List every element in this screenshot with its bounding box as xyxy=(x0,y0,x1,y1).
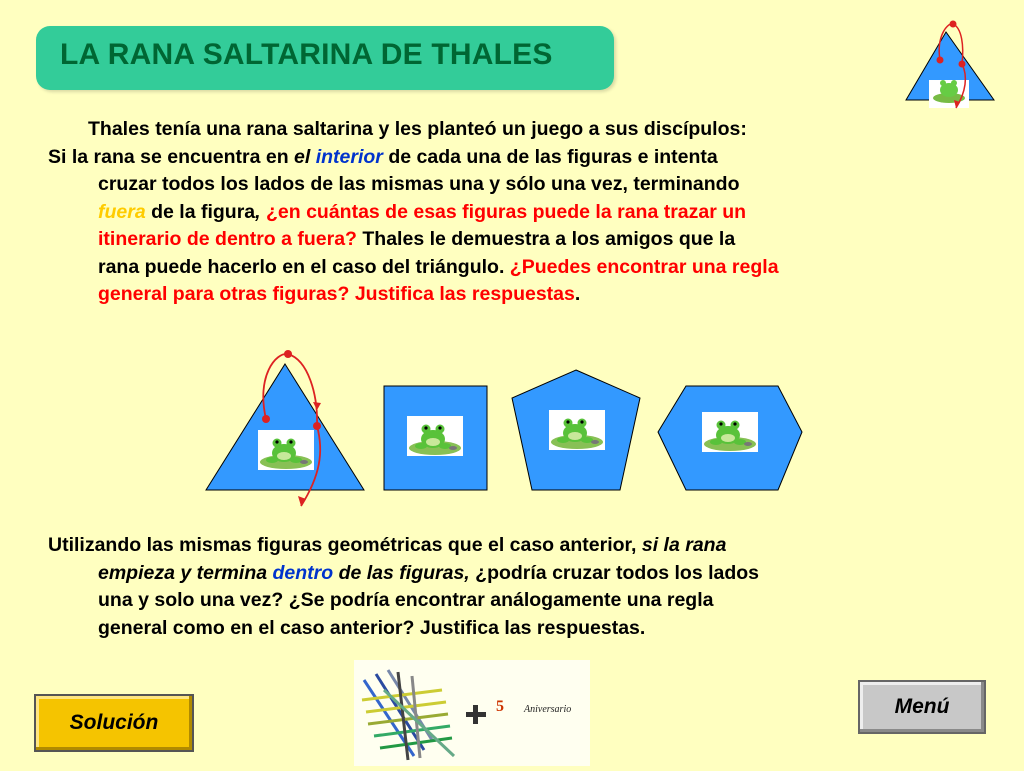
question-text: Utilizando las mismas figuras geométricas que el caso anterior, xyxy=(48,534,642,556)
square-shape xyxy=(384,386,487,490)
logo-number: 5 xyxy=(496,698,504,715)
intro-line xyxy=(48,226,948,254)
question-text: ¿podría cruzar todos los lados xyxy=(469,561,760,584)
question-line xyxy=(48,532,928,560)
intro-question: itinerario de dentro a fuera? xyxy=(98,228,357,250)
intro-line: Thales tenía una rana saltarina y les planteó un juego a sus discípulos: xyxy=(88,118,747,140)
question-text-em: empieza y termina xyxy=(98,561,273,584)
triangle-shape xyxy=(206,350,364,506)
question-dentro: dentro xyxy=(272,561,334,584)
page-title: LA RANA SALTARINA DE THALES xyxy=(60,38,553,71)
intro-text: de la figura xyxy=(145,200,256,223)
question-line xyxy=(48,560,928,588)
intro-question: general para otras figuras? Justifica las respuestas xyxy=(98,283,575,305)
frog-triangle-icon xyxy=(896,16,1006,116)
intro-text: Thales le demuestra a los amigos que la xyxy=(356,228,736,250)
intro-line xyxy=(48,144,948,172)
solution-button[interactable] xyxy=(34,694,194,752)
intro-text: Si la rana se encuentra en xyxy=(48,145,295,168)
intro-text: rana puede hacerlo en el caso del triángulo. xyxy=(98,255,510,278)
intro-text: , xyxy=(255,200,266,223)
intro-fuera: fuera xyxy=(98,200,146,223)
solution-button-label: Solución xyxy=(69,711,159,734)
intro-question: ¿en cuántas de esas figuras puede la rana trazar un xyxy=(265,200,747,223)
intro-text: de cada una de las figuras e intenta xyxy=(382,145,718,168)
hexagon-shape xyxy=(658,386,802,490)
intro-interior: interior xyxy=(315,145,383,168)
pentagon-shape xyxy=(512,370,640,490)
intro-line xyxy=(48,254,948,282)
question-paragraph xyxy=(48,532,928,642)
logo-text: Aniversario xyxy=(524,704,572,715)
menu-button-label: Menú xyxy=(894,695,950,718)
shapes-figure xyxy=(200,346,810,512)
intro-question: ¿Puedes encontrar una regla xyxy=(509,255,779,278)
intro-paragraph xyxy=(48,116,948,309)
question-line: general como en el caso anterior? Justifica las respuestas. xyxy=(98,616,646,639)
menu-button[interactable] xyxy=(858,680,986,734)
question-text-em: de las figuras, xyxy=(333,561,470,584)
intro-text: . xyxy=(574,283,581,305)
question-text-em: si la rana xyxy=(641,534,727,556)
intro-line xyxy=(48,281,948,309)
question-line: una y solo una vez? ¿Se podría encontrar análogamente una regla xyxy=(98,589,714,611)
anniversary-logo xyxy=(354,660,590,766)
intro-line xyxy=(48,199,948,227)
title-banner xyxy=(36,26,614,90)
intro-line: cruzar todos los lados de las mismas una y sólo una vez, terminando xyxy=(98,173,740,195)
intro-text-em: el xyxy=(294,145,311,168)
